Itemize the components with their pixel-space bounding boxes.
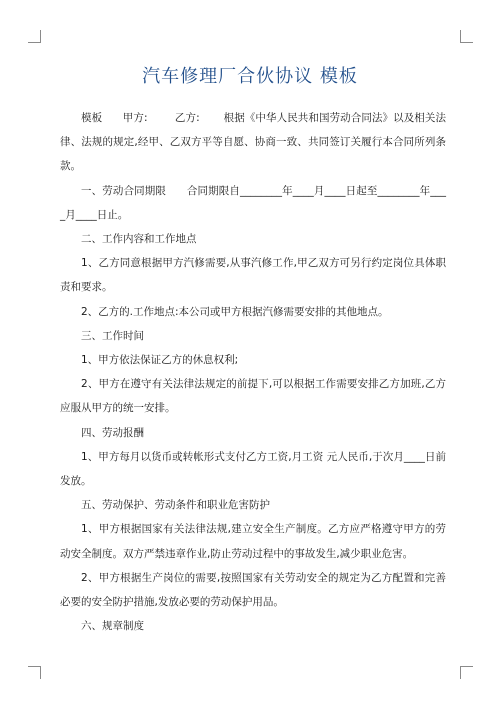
paragraph-work-time-2: 2、甲方在遵守有关法律法规定的前提下,可以根据工作需要安排乙方加班,乙方应服从甲方的统一安排。 (60, 378, 446, 415)
paragraph-labor-protection-1: 1、甲方根据国家有关法律法规,建立安全生产制度。乙方应严格遵守甲方的劳动安全制度。双方严禁违章作业,防止劳动过程中的事故发生,减少职业危害。 (60, 523, 446, 560)
section-heading-rules: 六、规章制度 (81, 620, 144, 633)
crop-mark-bottom-right (460, 666, 473, 679)
paragraph-intro: 模板 甲方: 乙方: 根据《中华人民共和国劳动合同法》以及相关法律、法规的规定,经甲、乙双方平等自愿、协商一致、共同签订关履行本合同所列条款。 (60, 112, 446, 173)
paragraph-labor-protection-2: 2、甲方根据生产岗位的需要,按照国家有关劳动安全的规定为乙方配置和完善必要的安全防护措施,发放必要的劳动保护用品。 (60, 571, 446, 609)
section-heading-labor-protection: 五、劳动保护、劳动条件和职业危害防护 (81, 499, 270, 512)
section-heading-work-content: 二、工作内容和工作地点 (81, 233, 197, 246)
paragraph-remuneration-1: 1、甲方每月以货币或转帐形式支付乙方工资,月工资 元人民币,于次月____日前发放。 (60, 450, 446, 488)
section-heading-work-time: 三、工作时间 (81, 329, 144, 342)
crop-mark-bottom-left (28, 666, 41, 679)
paragraph-work-time-1: 1、甲方依法保证乙方的休息权利; (81, 354, 239, 367)
section-heading-remuneration: 四、劳动报酬 (81, 426, 144, 439)
paragraph-contract-term: 一、劳动合同期限 合同期限自________年____月____日起至________年____月____日止。 (60, 184, 446, 221)
crop-mark-top-right (460, 30, 473, 43)
crop-mark-top-left (28, 30, 41, 43)
document-body (60, 106, 446, 638)
paragraph-work-content-1: 1、乙方同意根据甲方汽修需要,从事汽修工作,甲乙双方可另行约定岗位具体职责和要求。 (60, 257, 446, 294)
document-title: 汽车修理厂合伙协议 模板 (142, 66, 358, 87)
paragraph-work-content-2: 2、乙方的.工作地点:本公司或甲方根据汽修需要安排的其他地点。 (81, 305, 389, 318)
